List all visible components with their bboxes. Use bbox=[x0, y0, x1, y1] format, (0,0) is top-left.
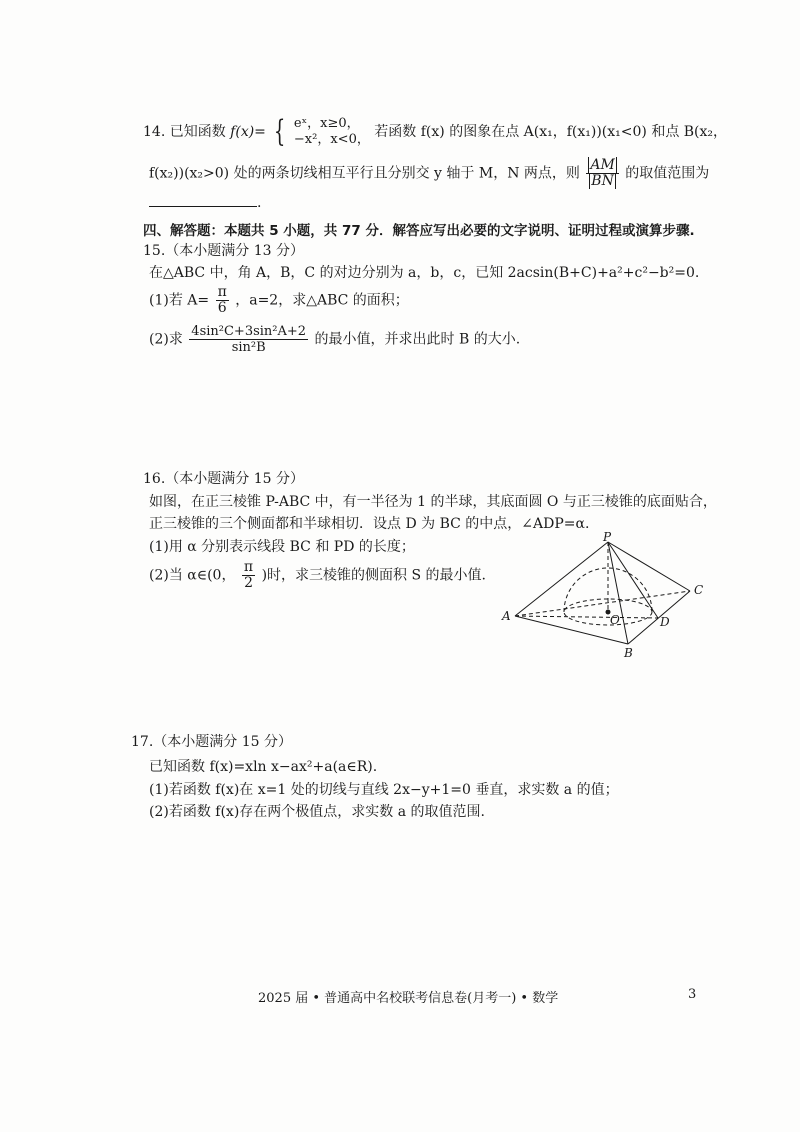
q14-fraction bbox=[586, 158, 618, 189]
q15-p2-fraction bbox=[189, 324, 308, 355]
q15-p1-num: π bbox=[217, 284, 227, 300]
q15-p2-b: 的最小值，并求出此时 B 的大小. bbox=[314, 331, 521, 348]
q14-line2-end: 的取值范围为 bbox=[625, 165, 710, 182]
q15-p1-b: ，a=2，求△ABC 的面积； bbox=[235, 292, 409, 309]
q16-p2-fraction bbox=[242, 560, 255, 591]
label-O: O bbox=[610, 613, 620, 627]
q16-part2 bbox=[149, 560, 486, 591]
q15-part1 bbox=[149, 285, 409, 316]
footer-page-number: 3 bbox=[688, 987, 697, 1002]
q16-p2-num: π bbox=[243, 559, 254, 575]
label-B: B bbox=[624, 646, 633, 660]
label-A: A bbox=[502, 609, 511, 623]
edge-PC bbox=[608, 542, 690, 591]
q14-answer-blank bbox=[149, 206, 257, 207]
q14-blank-line bbox=[149, 195, 261, 211]
q16-p2-den: 2 bbox=[244, 575, 253, 591]
q14-number: 14. bbox=[143, 124, 166, 140]
q14-cases bbox=[294, 116, 370, 148]
q15-part2 bbox=[149, 324, 520, 355]
q15-p1-fraction bbox=[216, 285, 229, 316]
q15-p2-den: sin²B bbox=[231, 340, 266, 355]
q17-header: 17.（本小题满分 15 分） bbox=[131, 734, 292, 750]
q14-blank-end: . bbox=[257, 195, 262, 211]
q16-header: 16.（本小题满分 15 分） bbox=[143, 471, 304, 487]
q17-part2: (2)若函数 f(x)存在两个极值点，求实数 a 的取值范围. bbox=[149, 804, 485, 820]
q14-intro: 已知函数 bbox=[169, 124, 226, 140]
q16-p2-a: (2)当 α∈(0， bbox=[149, 567, 236, 584]
q16-stem2: 正三棱锥的三个侧面都和半球相切．设点 D 为 BC 的中点，∠ADP=α. bbox=[149, 516, 590, 532]
q14-line2-text: f(x₂))(x₂>0) 处的两条切线相互平行且分别交 y 轴于 M，N 两点，则 bbox=[149, 165, 580, 182]
q17-part1: (1)若函数 f(x)在 x=1 处的切线与直线 2x−y+1=0 垂直，求实数 a 的值； bbox=[149, 782, 619, 798]
q14-line2 bbox=[149, 158, 709, 189]
q14-line1 bbox=[143, 116, 727, 148]
label-D: D bbox=[660, 615, 670, 629]
label-P: P bbox=[603, 532, 612, 544]
q15-p1-den: 6 bbox=[217, 300, 227, 316]
q14-brace: { bbox=[274, 114, 286, 149]
q16-p2-b: )时，求三棱锥的侧面积 S 的最小值. bbox=[261, 567, 486, 584]
q14-fx: f(x)= bbox=[230, 124, 266, 140]
section4-title: 四、解答题：本题共 5 小题，共 77 分．解答应写出必要的文字说明、证明过程或演算步骤. bbox=[143, 223, 695, 239]
q14-case2: −x²，x<0， bbox=[293, 132, 370, 147]
q16-figure bbox=[500, 532, 720, 662]
footer-title: 2025 届 • 普通高中名校联考信息卷(月考一) • 数学 bbox=[258, 991, 559, 1006]
q15-p2-a: (2)求 bbox=[149, 331, 183, 348]
q14-line1-rest: 若函数 f(x) 的图象在点 A(x₁，f(x₁))(x₁<0) 和点 B(x₂， bbox=[374, 124, 728, 140]
q14-case1: eˣ，x≥0， bbox=[293, 116, 360, 131]
q15-p1-a: (1)若 A= bbox=[149, 292, 210, 309]
q15-p2-num: 4sin²C+3sin²A+2 bbox=[191, 324, 307, 339]
edge-AD bbox=[515, 616, 658, 618]
q14-frac-num: AM bbox=[590, 157, 615, 173]
q17-stem: 已知函数 f(x)=xln x−ax²+a(a∈R). bbox=[149, 759, 378, 775]
q16-stem1: 如图，在正三棱锥 P-ABC 中，有一半径为 1 的半球，其底面圆 O 与正三棱锥的底面贴合， bbox=[149, 494, 717, 510]
label-C: C bbox=[694, 583, 704, 597]
q14-frac-den: BN bbox=[591, 173, 614, 189]
q15-stem: 在△ABC 中，角 A，B，C 的对边分别为 a，b，c，已知 2acsin(B+C)+a²+c²−b²=0. bbox=[149, 265, 700, 281]
q16-part1: (1)用 α 分别表示线段 BC 和 PD 的长度； bbox=[149, 539, 415, 555]
q15-header: 15.（本小题满分 13 分） bbox=[143, 243, 304, 259]
